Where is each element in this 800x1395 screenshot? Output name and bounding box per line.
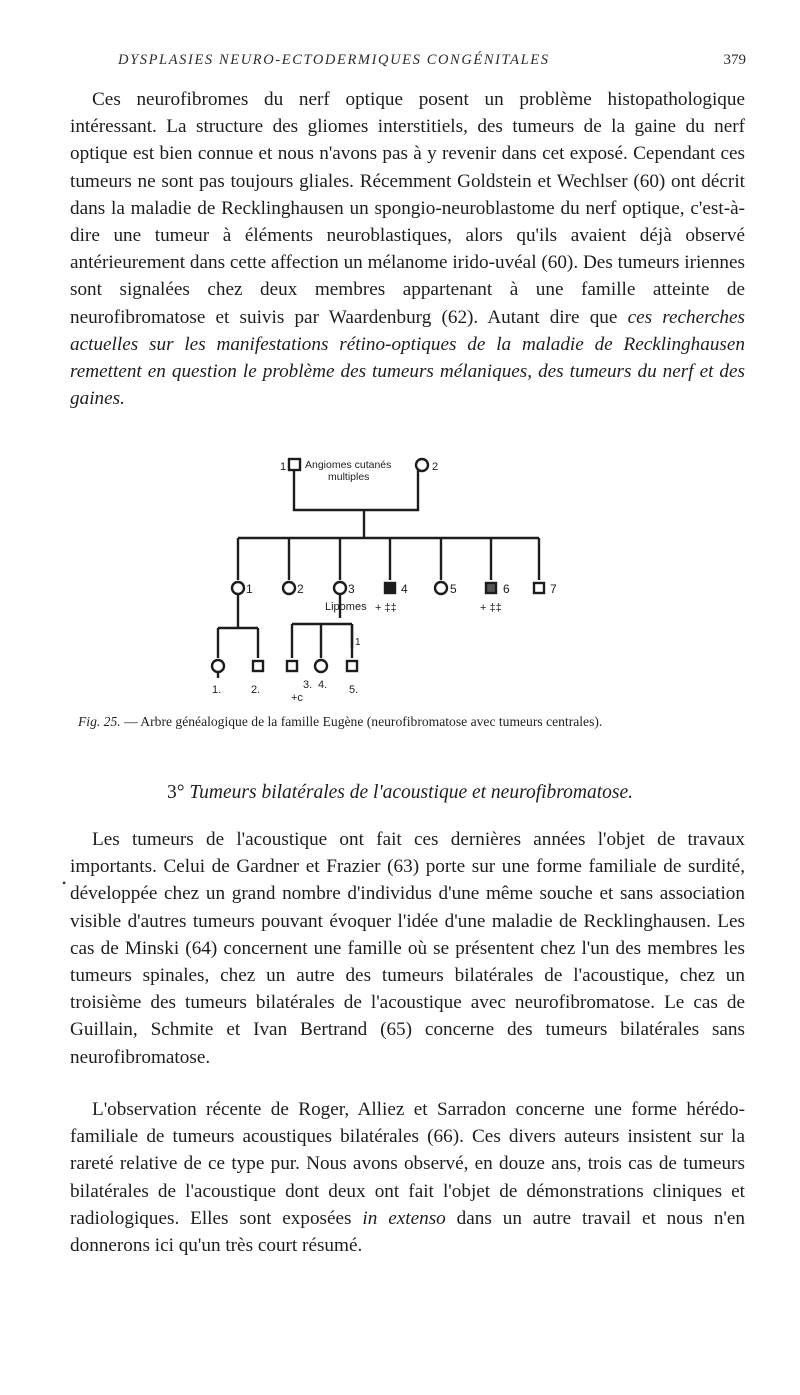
- gen2-num-7: 7: [550, 582, 557, 596]
- gen2-1-female: [232, 582, 244, 594]
- gen3-num-2: 2.: [251, 684, 261, 696]
- paragraph-text: Ces neurofibromes du nerf optique posent un problème histopathologique intéressant. La structure des gliomes interstitiels, des tumeurs de la gaine du nerf optique est bien connue et nous n'avons pas à y revenir dans cet exposé. Cependant ces tumeurs ne sont pas toujours gliales. Récemment Goldstein et Wechlser (60) ont décrit dans la maladie de Recklinghausen un spongio-neuroblastome du nerf optique, c'est-à-dire une tumeur à éléments neuroblastiques, alors qu'ils avaient déjà observé antérieurement dans cette affection un mélanome irido-uvéal (60). Des tumeurs iriennes sont signalées chez deux membres appartenant à une famille atteinte de neurofibromatose et suivis par Waardenburg (62). Autant dire que: [70, 89, 745, 328]
- figure-caption-text: — Arbre généalogique de la famille Eugène (neurofibromatose avec tumeurs centrales).: [120, 714, 603, 729]
- gen1-label-line2: multiples: [328, 471, 370, 483]
- gen2-6-male-affected: [486, 583, 496, 593]
- gen3-2-male: [253, 661, 263, 671]
- section-title: Tumeurs bilatérales de l'acoustique et neurofibromatose.: [189, 782, 634, 803]
- gen1-right-number: 2: [432, 461, 439, 473]
- paragraph-neurofibromes: [70, 86, 745, 412]
- gen3-3-male: [287, 661, 297, 671]
- gen1-male-symbol: [289, 459, 300, 470]
- gen2-6-mark: + ‡‡: [480, 602, 502, 614]
- gen3-cross-c: +c: [291, 692, 303, 704]
- gen3-num-1: 1.: [212, 684, 222, 696]
- section-number: 3°: [166, 782, 185, 803]
- gen2-lipomes-label: Lipomes: [325, 601, 367, 613]
- gen2-num-3: 3: [348, 582, 355, 596]
- gen2-num-4: 4: [401, 582, 408, 596]
- gen2-num-2: 2: [297, 582, 304, 596]
- paragraph-italic-text: ces recherches actuelles sur les manifestations rétino-optiques de la maladie de Recklinghausen remettent en question le problème des tumeurs mélaniques, des tumeurs du nerf et des gaines.: [70, 306, 745, 410]
- gen3-extra-number: 1: [355, 637, 361, 648]
- gen2-4-male-affected: [385, 583, 395, 593]
- paragraph-acoustique: Les tumeurs de l'acoustique ont fait ces dernières années l'objet de travaux importants. Celui de Gardner et Frazier (63) porte sur une forme familiale de surdité, développée chez un grand nombre d'individus d'une même souche et sans association visible d'autres tumeurs pouvant évoquer l'idée d'une maladie de Recklinghausen. Les cas de Minski (64) concernent une famille où se présentent chez l'un des membres les tumeurs spinales, chez un autre des tumeurs bilatérales de l'acoustique, chez un troisième des tumeurs bilatérales de l'acoustique avec neurofibromatose. Le cas de Guillain, Schmite et Ivan Bertrand (65) concerne des tumeurs bilatérales sans neurofibromatose.: [70, 829, 745, 1068]
- margin-mark: •: [62, 876, 67, 890]
- gen3-5-male: [347, 661, 357, 671]
- pedigree-figure: [200, 448, 600, 708]
- gen3-left-sibship: [218, 628, 258, 658]
- gen3-1-female: [212, 660, 224, 672]
- figure-label: Fig. 25.: [78, 714, 121, 729]
- gen1-label-line1: Angiomes cutanés: [305, 459, 392, 471]
- gen2-num-1: 1: [246, 582, 253, 596]
- gen3-4-female: [315, 660, 327, 672]
- gen2-2-female: [283, 582, 295, 594]
- gen2-num-5: 5: [450, 582, 457, 596]
- paragraph-observation: [70, 1096, 745, 1259]
- gen2-num-6: 6: [503, 582, 510, 596]
- pedigree-diagram: [200, 448, 600, 708]
- figure-caption: [78, 714, 758, 730]
- page-header: [70, 52, 750, 76]
- paragraph-italic-text: in extenso: [362, 1207, 446, 1229]
- page-number: 379: [723, 52, 746, 68]
- gen3-num-3: 3.: [303, 679, 313, 691]
- gen2-7-male: [534, 583, 544, 593]
- gen3-num-4: 4.: [318, 679, 328, 691]
- gen2-3-female: [334, 582, 346, 594]
- gen3-right-sibship: [292, 624, 352, 658]
- gen1-female-symbol: [416, 459, 428, 471]
- running-head: DYSPLASIES NEURO-ECTODERMIQUES CONGÉNITALES: [118, 52, 550, 68]
- gen3-num-5: 5.: [349, 684, 359, 696]
- gen1-left-number: 1: [280, 461, 287, 473]
- gen2-drop-lines: [238, 538, 539, 580]
- gen2-4-mark: + ‡‡: [375, 602, 397, 614]
- section-heading: [0, 782, 800, 804]
- paragraph-text-end: dans un autre travail et nous n'en donnerons ici qu'un très court résumé.: [70, 1207, 745, 1257]
- gen2-5-female: [435, 582, 447, 594]
- paragraph-text: L'observation récente de Roger, Alliez et Sarradon concerne une forme hérédo-familiale de tumeurs acoustiques bilatérales (66). Ces divers auteurs insistent sur la rareté relative de ce type pur. Nous avons observé, en douze ans, trois cas de tumeurs bilatérales de l'acoustique dont deux ont fait l'objet de démonstrations cliniques et radiologiques. Elles sont exposées: [70, 1099, 745, 1229]
